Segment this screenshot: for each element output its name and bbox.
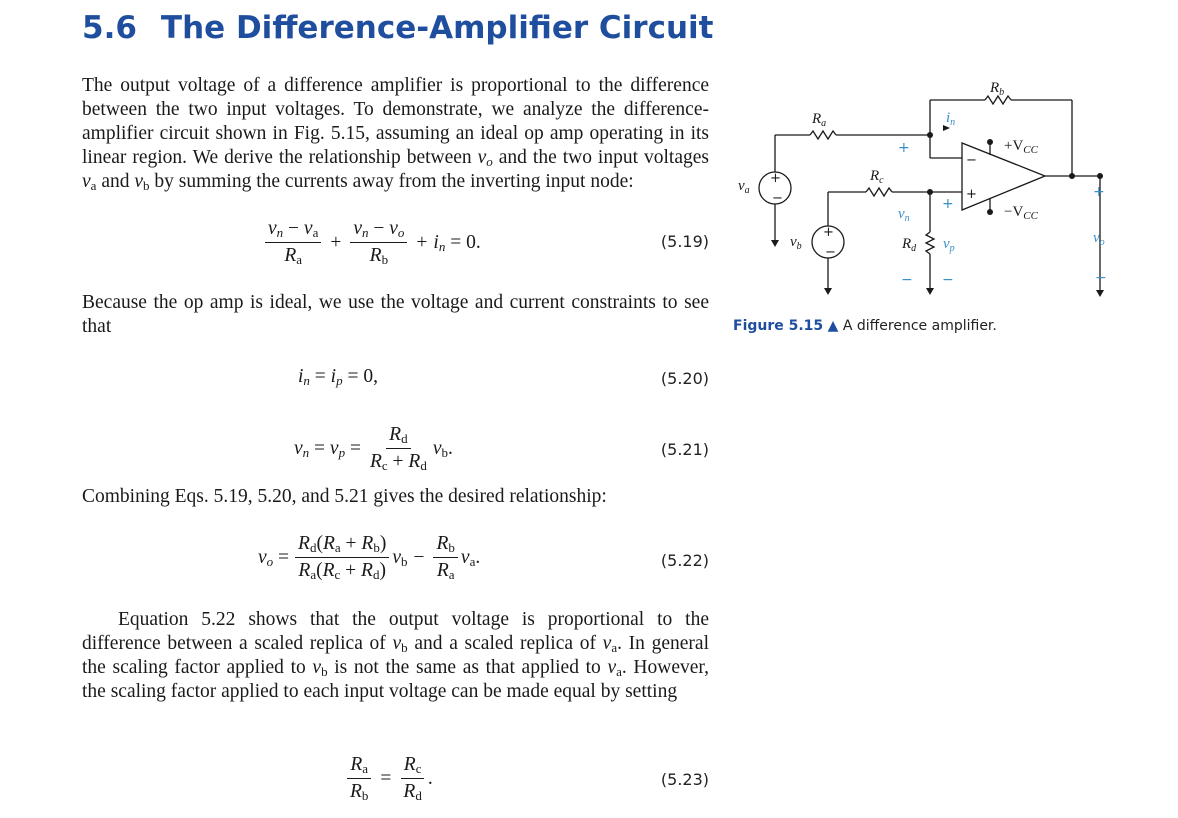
svg-text:−: − bbox=[942, 272, 954, 288]
resistor-ra bbox=[810, 131, 836, 139]
triangle-icon: ▲ bbox=[827, 318, 839, 334]
equation-number: (5.19) bbox=[660, 232, 709, 251]
svg-text:−VCC: $-V_{CC}$ bbox=[1004, 204, 1038, 222]
svg-text:Rd: $R_d$ bbox=[902, 236, 917, 254]
svg-text:vp: $v_p$ bbox=[943, 236, 955, 254]
svg-text:+VCC: $+V_{CC}$ bbox=[1004, 138, 1038, 156]
resistor-rb bbox=[985, 96, 1011, 104]
svg-text:Rc: $R_c$ bbox=[870, 168, 884, 186]
equation-number: (5.23) bbox=[660, 770, 709, 789]
svg-text:Rb: $R_b$ bbox=[990, 80, 1005, 98]
svg-text:−: − bbox=[966, 153, 977, 168]
section-title: The Difference-Amplifier Circuit bbox=[160, 10, 714, 46]
equation-5-23: $\frac{R_a}{R_b}$ = $\frac{R_c}{R_d}$ . (5.23) bbox=[82, 754, 709, 806]
combining-paragraph: Combining Eqs. 5.19, 5.20, and 5.21 gives the desired relationship: bbox=[82, 486, 607, 507]
equation-5-20: $i_n = i_p = 0$, (5.20) bbox=[298, 366, 709, 388]
svg-text:vn: $v_n$ bbox=[898, 206, 910, 224]
equation-number: (5.20) bbox=[660, 369, 709, 388]
svg-text:+: + bbox=[942, 196, 954, 212]
equation-5-19: $v_n - v_a$ $R_a$ + $\frac{v_n - v_o}{R_b}$ + $i_n = 0$. (5.19) bbox=[82, 218, 709, 268]
svg-text:+: + bbox=[898, 140, 910, 156]
svg-text:Ra: $R_a$ bbox=[812, 111, 827, 129]
svg-text:in: $i_n$ bbox=[946, 110, 956, 128]
svg-text:+: + bbox=[1093, 184, 1105, 200]
svg-text:+: + bbox=[823, 225, 834, 240]
figure-text: A difference amplifier. bbox=[842, 318, 997, 334]
svg-text:−: − bbox=[772, 191, 783, 206]
section-number: 5.6 bbox=[82, 10, 137, 46]
svg-text:vb: $v_b$ bbox=[790, 234, 802, 252]
svg-text:+: + bbox=[770, 171, 781, 186]
svg-text:vo: $v_o$ bbox=[1093, 230, 1105, 248]
equation-5-22: $v_o$ = $\frac{R_d(R_a + R_b)}{R_a(R_c + R_d)}$ $v_b$ − $\frac{R_b}{R_a}$ $v_a$. (5.22) bbox=[258, 533, 709, 582]
equation-number: (5.21) bbox=[660, 440, 709, 459]
resistor-rd bbox=[926, 232, 934, 254]
svg-text:+: + bbox=[966, 187, 977, 202]
svg-text:va: $v_a$ bbox=[738, 178, 750, 196]
because-paragraph: Because the op amp is ideal, we use the voltage and current constraints to see that bbox=[82, 292, 709, 337]
eq522-paragraph: Equation 5.22 shows that the output voltage is proportional to the difference between a scaled replica of $v_b$ and a scaled replica of $v_a$. In general the scaling factor applied to $v_b$ is not the same as that applied to $v_a$. However, the scaling factor applied to each input voltage can be made equal by setting bbox=[82, 609, 710, 702]
equation-5-21: $v_n = v_p$ = $\frac{R_d}{R_c + R_d}$ $v_b$. (5.21) bbox=[294, 424, 709, 473]
figure-caption bbox=[733, 318, 997, 334]
intro-paragraph: The output voltage of a difference amplifier is proportional to the difference between the two input voltages. To demonstrate, we analyze the difference-amplifier circuit shown in Fig. 5.15, assuming an ideal op amp operating in its linear region. We derive the relationship between $v_o$ and the two input voltages $v_a$ and $v_b$ by summing the currents away from the inverting input node: bbox=[82, 75, 709, 193]
resistor-rc bbox=[866, 188, 892, 196]
figure-label: Figure 5.15 bbox=[733, 318, 824, 334]
svg-text:−: − bbox=[1095, 270, 1107, 286]
svg-text:−: − bbox=[825, 245, 836, 260]
equation-number: (5.22) bbox=[660, 551, 709, 570]
svg-text:−: − bbox=[901, 272, 913, 288]
